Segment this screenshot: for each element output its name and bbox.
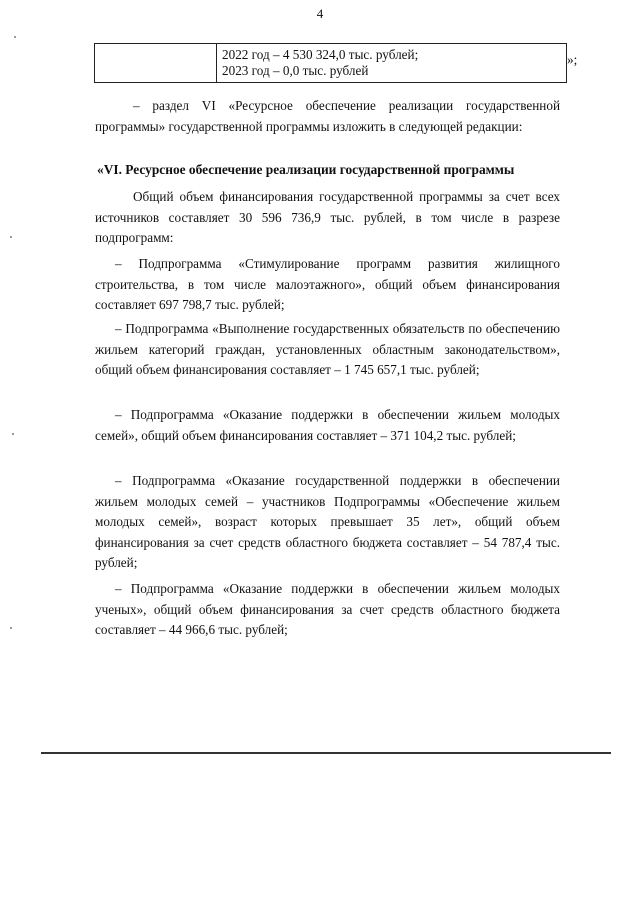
paragraph-subprogram-3: – Подпрограмма «Оказание поддержки в обеспечении жильем молодых семей», общий объем финансирования составляет – 371 104,2 тыс. рублей; xyxy=(95,407,560,443)
continuation-table xyxy=(94,43,567,83)
paragraph-subprogram-2: – Подпрограмма «Выполнение государственных обязательств по обеспечению жильем категорий граждан, установленных областным законодательством», общий объем финансирования составляет – 1 745 657,1 тыс. рублей; xyxy=(95,321,560,377)
section-heading: «VI. Ресурсное обеспечение реализации государственной программы xyxy=(97,162,515,177)
paragraph-subprogram-4: – Подпрограмма «Оказание государственной поддержки в обеспечении жильем молодых семей – участников Подпрограммы «Обеспечение жильем молодых семей», возраст которых превышает 35 лет», общий объем финансирования за счет средств областного бюджета составляет – 54 787,4 тыс. рублей; xyxy=(95,473,560,570)
scan-speck xyxy=(12,433,14,435)
funding-line-2022: 2022 год – 4 530 324,0 тыс. рублей; xyxy=(222,47,419,62)
scan-speck xyxy=(10,627,12,629)
scan-speck xyxy=(10,236,12,238)
table-cell-funding-years xyxy=(217,44,567,83)
table-cell-empty xyxy=(95,44,217,83)
paragraph-subprogram-5: – Подпрограмма «Оказание поддержки в обеспечении жильем молодых ученых», общий объем финансирования за счет средств областного бюджета составляет – 44 966,6 тыс. рублей; xyxy=(95,581,560,637)
table-row xyxy=(95,44,567,83)
intro-paragraph: – раздел VI «Ресурсное обеспечение реализации государственной программы» государственной программы изложить в следующей редакции: xyxy=(95,98,560,134)
closing-quote: »; xyxy=(567,52,578,67)
scan-speck xyxy=(14,36,16,38)
paragraph-total-funding: Общий объем финансирования государственной программы за счет всех источников составляет 30 596 736,9 тыс. рублей, в том числе в разрезе подпрограмм: xyxy=(95,189,560,245)
funding-line-2023: 2023 год – 0,0 тыс. рублей xyxy=(222,63,369,78)
paragraph-subprogram-1: – Подпрограмма «Стимулирование программ развития жилищного строительства, в том числе малоэтажного», общий объем финансирования составляет 697 798,7 тыс. рублей; xyxy=(95,256,560,312)
scan-edge-line xyxy=(41,752,611,754)
page-number: 4 xyxy=(316,6,324,21)
